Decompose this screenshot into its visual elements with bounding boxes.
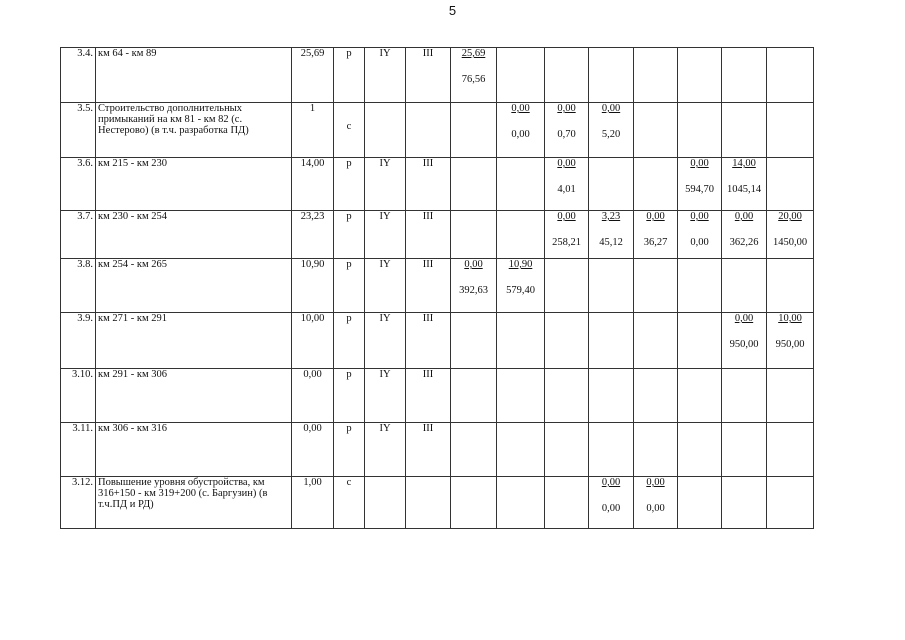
category-cell [365, 103, 406, 158]
section-name: км 271 - км 291 [98, 313, 167, 324]
year-value-cell [589, 48, 634, 103]
year-value-cell [767, 48, 814, 103]
class-cell [406, 259, 451, 313]
work-type-cell [334, 477, 365, 529]
cost-value: 36,27 [643, 237, 668, 248]
work-type-cell [334, 423, 365, 477]
year-value-cell [678, 211, 722, 259]
year-value-cell [451, 423, 497, 477]
year-value-cell [634, 477, 678, 529]
year-value-cell [497, 313, 545, 369]
length-cell [292, 259, 334, 313]
length-cell [292, 211, 334, 259]
cost-value: 4,01 [557, 184, 576, 195]
year-value-cell [722, 103, 767, 158]
cost-value: 594,70 [685, 184, 714, 195]
table-row [61, 103, 858, 158]
section-name: км 230 - км 254 [98, 211, 167, 222]
work-type-cell [334, 48, 365, 103]
section-name-cell [96, 423, 292, 477]
year-value-cell [589, 103, 634, 158]
cost-value: 45,12 [599, 237, 623, 248]
work-type-cell [334, 158, 365, 211]
year-value-cell [451, 477, 497, 529]
year-value-cell [722, 48, 767, 103]
length-value: 10,00 [300, 313, 325, 324]
work-type: p [346, 211, 352, 222]
year-value-cell [545, 103, 589, 158]
class-cell [406, 103, 451, 158]
year-value-cell [722, 211, 767, 259]
year-value-cell [497, 259, 545, 313]
cost-value: 950,00 [775, 339, 805, 350]
length-cell [292, 158, 334, 211]
row-number: 3.10. [72, 369, 93, 380]
length-km-value: 0,00 [690, 158, 709, 169]
work-type: p [346, 48, 352, 59]
row-number: 3.4. [77, 48, 93, 59]
section-name-cell [96, 211, 292, 259]
year-value-cell [722, 477, 767, 529]
table-row [61, 158, 858, 211]
table-row [61, 369, 858, 423]
year-value-cell [634, 158, 678, 211]
class-value: III [422, 48, 434, 59]
row-number: 3.11. [72, 423, 93, 434]
length-cell [292, 369, 334, 423]
table-row [61, 423, 858, 477]
year-value-cell [589, 423, 634, 477]
year-value-cell [678, 369, 722, 423]
year-value-cell [722, 158, 767, 211]
category-value: IY [379, 48, 391, 59]
cost-value: 0,70 [557, 129, 576, 140]
section-name: км 215 - км 230 [98, 158, 167, 169]
class-value: III [422, 313, 434, 324]
work-type-sub: с [346, 121, 352, 132]
year-value-cell [589, 259, 634, 313]
year-value-cell [545, 369, 589, 423]
section-name: км 306 - км 316 [98, 423, 167, 434]
section-name-cell [96, 103, 292, 158]
year-value-cell [678, 423, 722, 477]
row-number-cell [61, 103, 96, 158]
length-km-value: 0,00 [557, 211, 576, 222]
year-value-cell [451, 103, 497, 158]
year-value-cell [545, 259, 589, 313]
year-value-cell [767, 313, 814, 369]
year-value-cell [545, 313, 589, 369]
year-value-cell [634, 259, 678, 313]
class-cell [406, 477, 451, 529]
cost-value: 579,40 [506, 285, 535, 296]
year-value-cell [497, 477, 545, 529]
class-value: III [422, 259, 434, 270]
length-value: 0,00 [303, 369, 322, 380]
row-number-cell [61, 477, 96, 529]
year-value-cell [497, 48, 545, 103]
year-value-cell [497, 103, 545, 158]
year-value-cell [678, 103, 722, 158]
table-row [61, 48, 858, 103]
page-number: 5 [448, 3, 457, 18]
year-value-cell [634, 103, 678, 158]
length-km-value: 0,00 [557, 158, 576, 169]
category-cell [365, 259, 406, 313]
year-value-cell [722, 259, 767, 313]
row-number-cell [61, 423, 96, 477]
class-value: III [422, 369, 434, 380]
cost-value: 0,00 [601, 503, 621, 514]
year-value-cell [451, 158, 497, 211]
length-km-value: 0,00 [511, 103, 530, 114]
year-value-cell [678, 48, 722, 103]
cost-value: 1045,14 [726, 184, 762, 195]
work-type: p [346, 313, 352, 324]
year-value-cell [767, 423, 814, 477]
year-value-cell [678, 259, 722, 313]
class-cell [406, 48, 451, 103]
class-cell [406, 158, 451, 211]
cost-value: 76,56 [461, 74, 486, 85]
work-type: p [346, 158, 352, 169]
section-name-cell [96, 313, 292, 369]
row-number: 3.12. [72, 477, 93, 488]
row-number: 3.5. [77, 103, 93, 114]
section-name: Повышение уровня обустройства, км 316+150 - км 319+200 (с. Баргузин) (в т.ч.ПД и РД) [98, 477, 268, 510]
table-row [61, 313, 858, 369]
year-value-cell [589, 369, 634, 423]
year-value-cell [767, 259, 814, 313]
class-value: III [422, 158, 434, 169]
length-km-value: 3,23 [601, 211, 621, 222]
year-value-cell [497, 211, 545, 259]
year-value-cell [589, 477, 634, 529]
length-km-value: 14,00 [732, 158, 756, 169]
category-value: IY [379, 158, 391, 169]
row-number-cell [61, 313, 96, 369]
year-value-cell [497, 423, 545, 477]
length-value: 10,90 [300, 259, 325, 270]
year-value-cell [497, 369, 545, 423]
class-value: III [422, 423, 434, 434]
year-value-cell [545, 477, 589, 529]
length-km-value: 25,69 [461, 48, 486, 59]
year-value-cell [767, 369, 814, 423]
section-name: км 64 - км 89 [98, 48, 157, 59]
year-value-cell [589, 158, 634, 211]
section-name-cell [96, 259, 292, 313]
class-cell [406, 211, 451, 259]
row-number: 3.7. [77, 211, 93, 222]
class-cell [406, 423, 451, 477]
row-number: 3.9. [77, 313, 93, 324]
length-cell [292, 313, 334, 369]
year-value-cell [589, 211, 634, 259]
year-value-cell [634, 211, 678, 259]
length-km-value: 0,00 [690, 211, 709, 222]
year-value-cell [545, 48, 589, 103]
length-value: 0,00 [303, 423, 322, 434]
year-value-cell [722, 313, 767, 369]
cost-value: 0,00 [690, 237, 709, 248]
year-value-cell [767, 211, 814, 259]
table-row [61, 211, 858, 259]
year-value-cell [678, 313, 722, 369]
length-km-value: 10,90 [508, 259, 533, 270]
year-value-cell [589, 313, 634, 369]
work-type-cell [334, 259, 365, 313]
row-number: 3.6. [77, 158, 93, 169]
row-number-cell [61, 48, 96, 103]
work-type: p [346, 259, 352, 270]
year-value-cell [634, 313, 678, 369]
year-value-cell [634, 369, 678, 423]
year-value-cell [767, 477, 814, 529]
category-cell [365, 369, 406, 423]
year-value-cell [451, 369, 497, 423]
year-value-cell [634, 48, 678, 103]
length-cell [292, 48, 334, 103]
year-value-cell [767, 103, 814, 158]
length-km-value: 0,00 [464, 259, 483, 270]
length-value: 1 [309, 103, 316, 114]
year-value-cell [767, 158, 814, 211]
category-value: IY [379, 313, 391, 324]
work-type-cell [334, 313, 365, 369]
length-cell [292, 477, 334, 529]
length-km-value: 0,00 [601, 477, 621, 488]
length-km-value: 10,00 [778, 313, 802, 324]
row-number-cell [61, 211, 96, 259]
class-cell [406, 369, 451, 423]
section-name: км 254 - км 265 [98, 259, 167, 270]
length-cell [292, 103, 334, 158]
length-km-value: 0,00 [557, 103, 576, 114]
work-type-cell [334, 369, 365, 423]
length-km-value: 0,00 [646, 211, 665, 222]
category-cell [365, 423, 406, 477]
cost-value: 362,26 [729, 237, 759, 248]
cost-value: 392,63 [459, 285, 488, 296]
year-value-cell [722, 423, 767, 477]
section-name-cell [96, 158, 292, 211]
length-value: 25,69 [300, 48, 325, 59]
row-number-cell [61, 259, 96, 313]
section-name: км 291 - км 306 [98, 369, 167, 380]
work-type: p [346, 423, 352, 434]
cost-value: 5,20 [601, 129, 621, 140]
class-cell [406, 313, 451, 369]
length-km-value: 0,00 [601, 103, 621, 114]
year-value-cell [451, 211, 497, 259]
year-value-cell [678, 158, 722, 211]
work-type: p [346, 369, 352, 380]
length-cell [292, 423, 334, 477]
length-km-value: 0,00 [646, 477, 665, 488]
length-value: 14,00 [300, 158, 325, 169]
length-value: 1,00 [303, 477, 322, 488]
cost-value: 950,00 [729, 339, 759, 350]
row-number-cell [61, 369, 96, 423]
category-value: IY [379, 211, 391, 222]
cost-value: 0,00 [511, 129, 530, 140]
section-name-cell [96, 48, 292, 103]
table-row [61, 259, 858, 313]
category-cell [365, 158, 406, 211]
section-name-cell [96, 477, 292, 529]
work-type: с [346, 477, 352, 488]
section-name: Строительство дополнительных примыканий на км 81 - км 82 (с. Нестерово) (в т.ч. разработка ПД) [98, 103, 249, 136]
cost-value: 1450,00 [772, 237, 808, 248]
year-value-cell [451, 259, 497, 313]
section-name-cell [96, 369, 292, 423]
cost-value: 258,21 [552, 237, 581, 248]
row-number: 3.8. [77, 259, 93, 270]
category-cell [365, 477, 406, 529]
category-cell [365, 211, 406, 259]
category-value: IY [379, 369, 391, 380]
length-km-value: 20,00 [778, 211, 802, 222]
category-cell [365, 313, 406, 369]
year-value-cell [722, 369, 767, 423]
category-value: IY [379, 423, 391, 434]
cost-value: 0,00 [646, 503, 665, 514]
year-value-cell [545, 211, 589, 259]
row-number-cell [61, 158, 96, 211]
table-row [61, 477, 858, 529]
data-table [60, 47, 858, 529]
year-value-cell [545, 423, 589, 477]
length-km-value: 0,00 [734, 211, 754, 222]
year-value-cell [451, 313, 497, 369]
length-km-value: 0,00 [734, 313, 754, 324]
year-value-cell [545, 158, 589, 211]
work-type-cell [334, 211, 365, 259]
year-value-cell [497, 158, 545, 211]
category-value: IY [379, 259, 391, 270]
year-value-cell [451, 48, 497, 103]
year-value-cell [678, 477, 722, 529]
class-value: III [422, 211, 434, 222]
category-cell [365, 48, 406, 103]
year-value-cell [634, 423, 678, 477]
work-type-cell [334, 103, 365, 158]
length-value: 23,23 [300, 211, 325, 222]
